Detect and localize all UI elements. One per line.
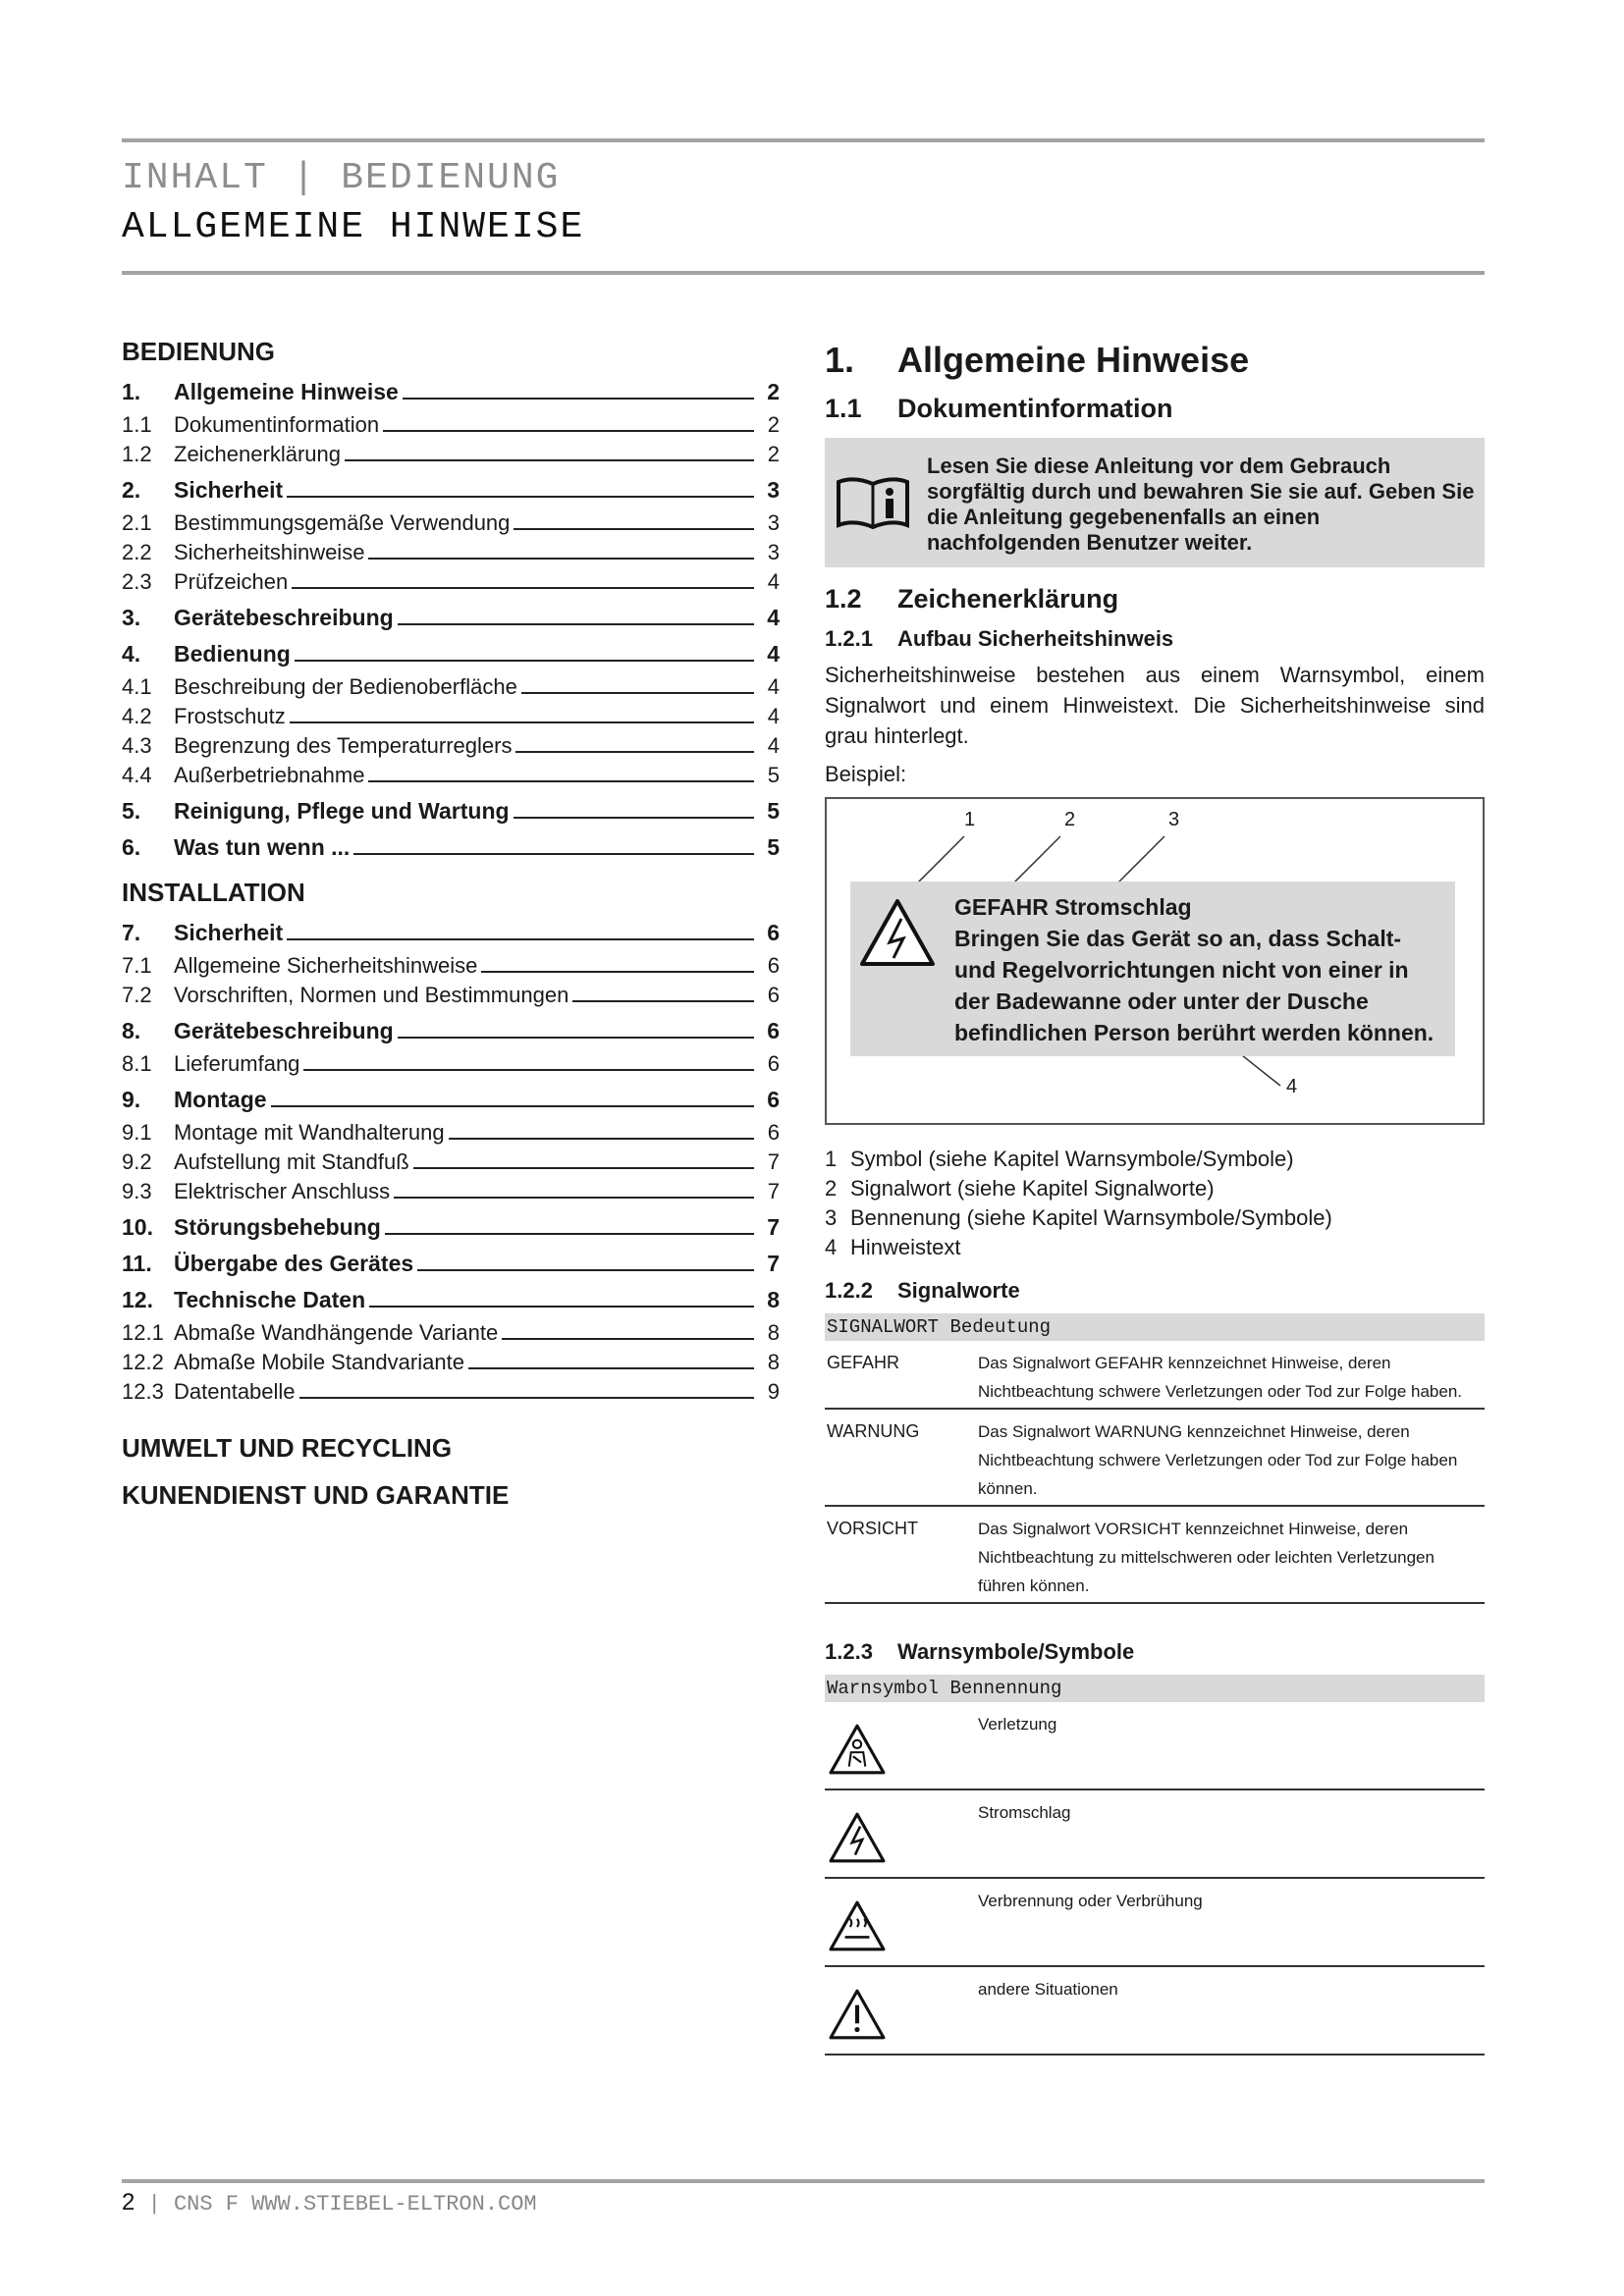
toc-entry-label: Elektrischer Anschluss <box>174 1179 391 1203</box>
toc-entry-page: 6 <box>767 1051 780 1076</box>
example-label: Beispiel: <box>825 762 907 786</box>
toc-entry-label: Technische Daten <box>174 1287 366 1312</box>
toc-entry-label: Was tun wenn ... <box>174 834 351 860</box>
toc-leader-line <box>417 1269 754 1271</box>
callout-2: 2 <box>1064 809 1076 830</box>
toc-leader-line <box>385 1233 754 1235</box>
electric-shock-warning-icon <box>858 897 937 968</box>
toc-entry-number: 9. <box>122 1087 141 1112</box>
toc-entry[interactable] <box>122 731 780 761</box>
toc-entry-label: Lieferumfang <box>174 1051 300 1076</box>
toc-entry-number: 2. <box>122 477 141 503</box>
legend-number: 2 <box>825 1176 838 1201</box>
legend-item <box>825 1174 1485 1203</box>
signal-word: GEFAHR <box>827 1353 900 1372</box>
toc-entry-page: 4 <box>767 704 780 728</box>
toc-leader-line <box>502 1338 754 1340</box>
toc-entry-page: 5 <box>767 834 780 860</box>
toc-entry-number: 10. <box>122 1214 153 1240</box>
header-top-rule <box>122 138 1485 142</box>
electric-shock-warning-icon <box>829 1810 886 1865</box>
toc-entry[interactable] <box>122 1148 780 1177</box>
toc-entry[interactable] <box>122 1284 780 1315</box>
toc-leader-line <box>521 692 754 694</box>
toc-entry[interactable] <box>122 1015 780 1046</box>
toc-entry-page: 3 <box>767 477 780 503</box>
legend-number: 1 <box>825 1147 838 1171</box>
toc-entry[interactable] <box>122 410 780 440</box>
toc-entry-number: 2.1 <box>122 510 152 535</box>
toc-entry-number: 1.1 <box>122 412 152 437</box>
toc-entry-page: 3 <box>767 510 780 535</box>
section-heading-1-2-3 <box>825 1633 1485 1671</box>
toc-entry-number: 4.1 <box>122 674 152 699</box>
toc-entry-number: 11. <box>122 1251 152 1276</box>
toc-entry[interactable] <box>122 567 780 597</box>
toc-leader-line <box>287 496 754 498</box>
toc-leader-line <box>398 623 754 625</box>
toc-entry-number: 2.2 <box>122 540 152 564</box>
page-number: 2 <box>122 2189 135 2216</box>
page-title: ALLGEMEINE HINWEISE <box>122 206 585 248</box>
section-number: 1.2.3 <box>825 1639 873 1664</box>
table-row <box>825 1409 1485 1506</box>
toc-entry-label: Sicherheitshinweise <box>174 540 365 564</box>
toc-entry[interactable] <box>122 376 780 407</box>
toc-entry[interactable] <box>122 981 780 1010</box>
toc-entry-page: 5 <box>767 763 780 787</box>
toc-entry[interactable] <box>122 1211 780 1243</box>
legend-text: Signalwort (siehe Kapitel Signalworte) <box>850 1176 1215 1201</box>
header-signalwort: SIGNALWORT <box>827 1316 940 1338</box>
legend-number: 4 <box>825 1235 838 1259</box>
toc-entry[interactable] <box>122 538 780 567</box>
table-row <box>825 1878 1485 1966</box>
toc-entry[interactable] <box>122 761 780 790</box>
toc-entry-page: 7 <box>767 1149 780 1174</box>
toc-entry-label: Bedienung <box>174 641 291 667</box>
toc-entry-number: 1. <box>122 379 141 404</box>
header-bottom-rule <box>122 271 1485 275</box>
toc-entry-label: Außerbetriebnahme <box>174 763 365 787</box>
toc-entry-label: Montage mit Wandhalterung <box>174 1120 445 1145</box>
toc-entry-page: 6 <box>767 983 780 1007</box>
chapter-heading <box>825 334 1485 387</box>
toc-entry-page: 5 <box>767 798 780 824</box>
toc-leader-line <box>413 1167 754 1169</box>
toc-entry-number: 7.1 <box>122 953 152 978</box>
toc-leader-line <box>353 853 754 855</box>
toc-entry-label: Frostschutz <box>174 704 286 728</box>
toc-leader-line <box>368 780 754 782</box>
example-signal-line: GEFAHR Stromschlag <box>954 894 1192 920</box>
section-heading-1-2-1 <box>825 620 1485 658</box>
toc-entry-page: 6 <box>767 1018 780 1043</box>
section-title: Signalworte <box>897 1278 1020 1303</box>
toc-entry-number: 5. <box>122 798 141 824</box>
toc-entry-page: 2 <box>767 442 780 466</box>
toc-entry-label: Montage <box>174 1087 267 1112</box>
toc-leader-line <box>398 1037 754 1039</box>
toc-entry-number: 12. <box>122 1287 153 1312</box>
toc-leader-line <box>515 751 754 753</box>
section-number: 1.2 <box>825 584 862 614</box>
toc-section-installation: INSTALLATION <box>122 878 305 907</box>
toc-entry-page: 6 <box>767 920 780 945</box>
toc-leader-line <box>394 1197 754 1199</box>
section-title: Warnsymbole/Symbole <box>897 1639 1135 1664</box>
toc-entry-label: Abmaße Wandhängende Variante <box>174 1320 499 1345</box>
legend-item <box>825 1145 1485 1174</box>
toc-entry-number: 8.1 <box>122 1051 152 1076</box>
section-title: Zeichenerklärung <box>897 584 1119 614</box>
toc-entry[interactable] <box>122 1318 780 1348</box>
symbol-label: Verbrennung oder Verbrühung <box>976 1878 1485 1966</box>
toc-leader-line <box>292 587 754 589</box>
toc-entry-label: Übergabe des Gerätes <box>174 1251 414 1276</box>
toc-entry-number: 12.2 <box>122 1350 164 1374</box>
table-row <box>825 1702 1485 1789</box>
toc-entry-page: 7 <box>767 1179 780 1203</box>
toc-entry-number: 4.3 <box>122 733 152 758</box>
toc-entry-page: 8 <box>767 1350 780 1374</box>
toc-entry-label: Aufstellung mit Standfuß <box>174 1149 409 1174</box>
paragraph-safety-structure: Sicherheitshinweise bestehen aus einem Warnsymbol, einem Signalwort und einem Hinweistext. Die Sicherheitshinweise sind grau hinterlegt. <box>825 663 1485 748</box>
toc-entry-label: Allgemeine Hinweise <box>174 379 399 404</box>
toc-entry-label: Reinigung, Pflege und Wartung <box>174 798 510 824</box>
info-text: Lesen Sie diese Anleitung vor dem Gebrauch sorgfältig durch und bewahren Sie sie auf. Geben Sie die Anleitung gegebenenfalls an einen nachfolgenden Benutzer weiter. <box>927 454 1475 555</box>
header-bedeutung: Bedeutung <box>949 1316 1052 1338</box>
chapter-number: 1. <box>825 340 855 380</box>
toc-entry[interactable] <box>122 1248 780 1279</box>
toc-entry-page: 4 <box>767 674 780 699</box>
toc-entry[interactable] <box>122 508 780 538</box>
toc-entry-page: 7 <box>767 1251 780 1276</box>
example-body: Bringen Sie das Gerät so an, dass Schalt- und Regelvorrichtungen nicht von einer in der Badewanne oder unter der Dusche befindlichen Person berührt werden können. <box>954 926 1435 1045</box>
toc-entry[interactable] <box>122 638 780 669</box>
symbol-label: Stromschlag <box>976 1789 1485 1878</box>
toc-entry-label: Datentabelle <box>174 1379 296 1404</box>
toc-entry-label: Sicherheit <box>174 920 284 945</box>
toc-entry-number: 8. <box>122 1018 141 1043</box>
toc-leader-line <box>303 1069 754 1071</box>
toc-entry-page: 3 <box>767 540 780 564</box>
toc-entry[interactable] <box>122 917 780 948</box>
table-row <box>825 1506 1485 1603</box>
footer-rule <box>122 2179 1485 2183</box>
toc-entry[interactable] <box>122 1377 780 1407</box>
section-number: 1.2.1 <box>825 626 873 651</box>
toc-entry[interactable] <box>122 1118 780 1148</box>
legend-text: Symbol (siehe Kapitel Warnsymbole/Symbole) <box>850 1147 1294 1171</box>
table-of-contents <box>122 332 780 1515</box>
table-row <box>825 1966 1485 2055</box>
toc-entry-page: 4 <box>767 569 780 594</box>
toc-leader-line <box>468 1367 754 1369</box>
symbol-table-header <box>825 1675 1485 1702</box>
read-manual-icon <box>835 474 913 536</box>
toc-entry-label: Störungsbehebung <box>174 1214 381 1240</box>
toc-leader-line <box>368 558 754 560</box>
toc-entry-number: 4. <box>122 641 141 667</box>
toc-entry-number: 9.3 <box>122 1179 152 1203</box>
symbol-label: Verletzung <box>976 1702 1485 1789</box>
footer-text: | CNS F WWW.STIEBEL-ELTRON.COM <box>147 2192 537 2216</box>
section-heading-1-2 <box>825 577 1485 620</box>
toc-entry-label: Abmaße Mobile Standvariante <box>174 1350 464 1374</box>
callout-4: 4 <box>1286 1076 1298 1097</box>
toc-entry-page: 6 <box>767 953 780 978</box>
toc-leader-line <box>271 1105 754 1107</box>
toc-entry-label: Zeichenerklärung <box>174 442 341 466</box>
header-warnsymbol: Warnsymbol <box>827 1678 940 1699</box>
toc-leader-line <box>369 1306 754 1308</box>
toc-entry-label: Vorschriften, Normen und Bestimmungen <box>174 983 569 1007</box>
hot-surface-warning-icon <box>829 1898 886 1953</box>
toc-entry[interactable] <box>122 672 780 702</box>
toc-entry-label: Prüfzeichen <box>174 569 289 594</box>
warning-symbol-table <box>825 1675 1485 2056</box>
toc-entry-page: 4 <box>767 605 780 630</box>
info-box <box>825 438 1485 567</box>
toc-entry-number: 1.2 <box>122 442 152 466</box>
injury-warning-icon <box>829 1722 886 1777</box>
signal-meaning: Das Signalwort VORSICHT kennzeichnet Hinweise, deren Nichtbeachtung zu mittelschweren oder leichten Verletzungen führen können. <box>976 1506 1485 1603</box>
toc-section-bedienung: BEDIENUNG <box>122 337 276 366</box>
toc-leader-line <box>572 1000 754 1002</box>
general-warning-icon <box>829 1987 886 2042</box>
toc-entry[interactable] <box>122 1348 780 1377</box>
toc-entry-page: 9 <box>767 1379 780 1404</box>
header-bennennung: Bennennung <box>949 1678 1062 1699</box>
callout-1: 1 <box>964 809 976 830</box>
section-title: Aufbau Sicherheitshinweis <box>897 626 1174 651</box>
signal-table-header <box>825 1313 1485 1341</box>
toc-leader-line <box>514 817 754 819</box>
example-legend <box>825 1145 1485 1262</box>
content-column <box>825 334 1485 2056</box>
page-footer <box>122 2189 537 2216</box>
signal-word: WARNUNG <box>827 1421 920 1441</box>
toc-list-bedienung <box>122 376 780 863</box>
toc-entry-number: 12.1 <box>122 1320 164 1345</box>
toc-leader-line <box>295 660 754 662</box>
toc-leader-line <box>345 459 754 461</box>
toc-entry-number: 4.2 <box>122 704 152 728</box>
toc-entry[interactable] <box>122 474 780 506</box>
table-row <box>825 1341 1485 1409</box>
toc-entry-page: 2 <box>767 412 780 437</box>
section-number: 1.2.2 <box>825 1278 873 1303</box>
toc-entry-page: 6 <box>767 1087 780 1112</box>
toc-entry-label: Begrenzung des Temperaturreglers <box>174 733 513 758</box>
toc-leader-line <box>514 528 754 530</box>
section-heading-1-1 <box>825 387 1485 430</box>
example-warning-figure <box>825 797 1485 1125</box>
toc-entry-page: 8 <box>767 1320 780 1345</box>
callout-3: 3 <box>1168 809 1180 830</box>
toc-entry-label: Gerätebeschreibung <box>174 605 394 630</box>
toc-entry-label: Gerätebeschreibung <box>174 1018 394 1043</box>
toc-entry-label: Beschreibung der Bedienoberfläche <box>174 674 517 699</box>
toc-entry[interactable] <box>122 702 780 731</box>
toc-entry-number: 4.4 <box>122 763 152 787</box>
toc-leader-line <box>290 721 754 723</box>
signal-word-table <box>825 1313 1485 1604</box>
toc-entry-page: 8 <box>767 1287 780 1312</box>
toc-entry[interactable] <box>122 1049 780 1079</box>
section-number: 1.1 <box>825 394 862 423</box>
toc-entry-number: 3. <box>122 605 141 630</box>
toc-entry-label: Sicherheit <box>174 477 284 503</box>
toc-entry[interactable] <box>122 951 780 981</box>
toc-entry-page: 4 <box>767 641 780 667</box>
header-kicker: INHALT | BEDIENUNG <box>122 157 561 199</box>
toc-entry[interactable] <box>122 831 780 863</box>
toc-leader-line <box>449 1138 754 1140</box>
legend-text: Bennenung (siehe Kapitel Warnsymbole/Symbole) <box>850 1205 1332 1230</box>
signal-word: VORSICHT <box>827 1519 919 1538</box>
toc-entry-number: 9.2 <box>122 1149 152 1174</box>
legend-text: Hinweistext <box>850 1235 961 1259</box>
toc-entry[interactable] <box>122 602 780 633</box>
toc-section-umwelt: UMWELT UND RECYCLING <box>122 1433 453 1463</box>
toc-entry[interactable] <box>122 795 780 827</box>
toc-entry-label: Dokumentinformation <box>174 412 380 437</box>
signal-meaning: Das Signalwort GEFAHR kennzeichnet Hinweise, deren Nichtbeachtung schwere Verletzungen oder Tod zur Folge haben. <box>976 1341 1485 1409</box>
symbol-label: andere Situationen <box>976 1966 1485 2055</box>
toc-entry-number: 7.2 <box>122 983 152 1007</box>
toc-entry-page: 2 <box>767 379 780 404</box>
table-row <box>825 1789 1485 1878</box>
section-title: Dokumentinformation <box>897 394 1173 423</box>
toc-entry-label: Allgemeine Sicherheitshinweise <box>174 953 478 978</box>
toc-leader-line <box>383 430 754 432</box>
signal-meaning: Das Signalwort WARNUNG kennzeichnet Hinweise, deren Nichtbeachtung schwere Verletzungen oder Tod zur Folge haben können. <box>976 1409 1485 1506</box>
toc-entry-label: Bestimmungsgemäße Verwendung <box>174 510 511 535</box>
toc-entry-page: 4 <box>767 733 780 758</box>
legend-item <box>825 1233 1485 1262</box>
legend-item <box>825 1203 1485 1233</box>
example-warning-box <box>850 881 1455 1056</box>
chapter-title: Allgemeine Hinweise <box>897 340 1250 380</box>
toc-leader-line <box>287 938 754 940</box>
section-heading-1-2-2 <box>825 1272 1485 1309</box>
toc-entry-number: 2.3 <box>122 569 152 594</box>
toc-entry-page: 7 <box>767 1214 780 1240</box>
toc-entry-number: 12.3 <box>122 1379 164 1404</box>
toc-entry[interactable] <box>122 1084 780 1115</box>
toc-entry-page: 6 <box>767 1120 780 1145</box>
toc-entry[interactable] <box>122 440 780 469</box>
toc-section-kundendienst: KUNENDIENST UND GARANTIE <box>122 1480 510 1510</box>
toc-leader-line <box>481 971 754 973</box>
toc-entry-number: 9.1 <box>122 1120 152 1145</box>
toc-leader-line <box>403 398 754 400</box>
toc-leader-line <box>299 1397 754 1399</box>
toc-list-installation <box>122 917 780 1407</box>
legend-number: 3 <box>825 1205 838 1230</box>
toc-entry-number: 6. <box>122 834 141 860</box>
toc-entry[interactable] <box>122 1177 780 1206</box>
toc-entry-number: 7. <box>122 920 141 945</box>
